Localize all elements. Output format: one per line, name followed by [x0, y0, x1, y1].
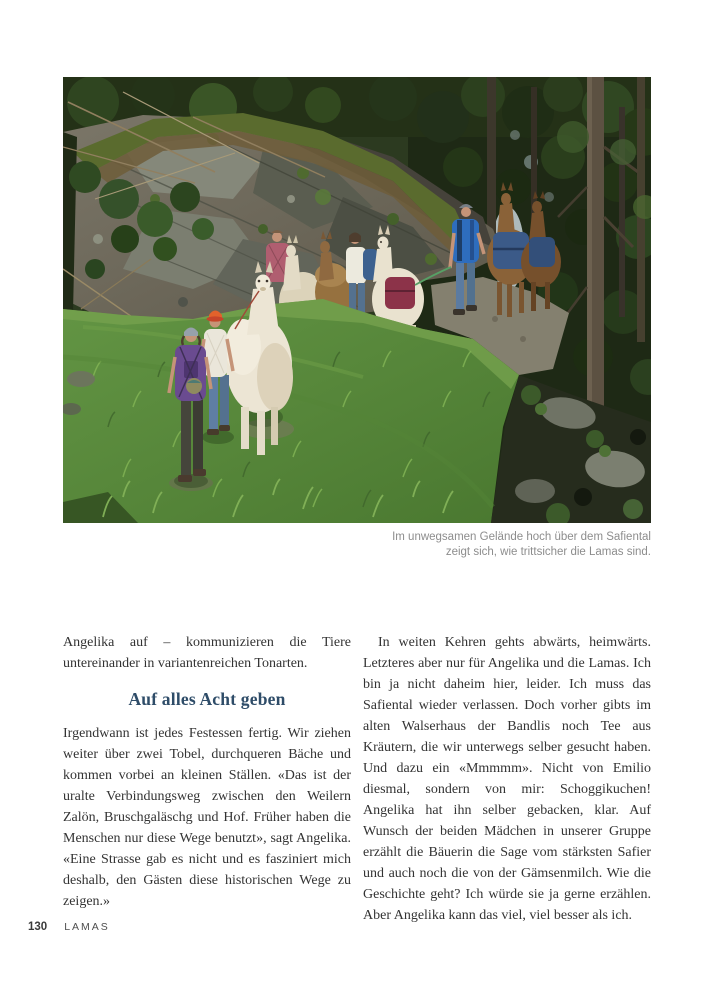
paragraph-continuation: Angelika auf – kommunizieren die Tiere untereinander in variantenreichen Tonarten. [63, 635, 351, 671]
trail-photo [63, 77, 651, 523]
maroon-saddlebag [385, 277, 415, 309]
right-column [363, 632, 651, 926]
book-title: LAMAS [64, 921, 110, 933]
paragraph: Irgendwann ist jedes Festessen fertig. Wir ziehen weiter über zwei Tobel, durchqueren Bäche und kommen vorbei an kleinen Ställen. «Das ist der uralte Verbindungsweg zwischen den Weilern Zalön, Bruschgaläschg und Hof. Früher haben die Menschen nur diese Wege benutzt», sagt Angelika. «Eine Strasse gab es nicht und es fasziniert mich deshalb, den Gästen diese historischen Wege zu zeigen.» [63, 726, 351, 909]
paragraph: In weiten Kehren gehts abwärts, heimwärts. Letzteres aber nur für Angelika und die Lamas. Ich bin ja nicht daheim hier, leider. Ich muss das Safiental wieder verlassen. Doch vorher gibts im alten Walserhaus der Bandlis noch Tee aus Kräutern, die wir unterwegs selber gesucht haben. Und dazu ein «Mmmmm». Nicht von Emilio diesmal, sondern von mir: Schoggikuchen! Angelika hat ihn selber gebacken, klar. Auf Wunsch der beiden Mädchen in unserer Gruppe erzählt die Bäuerin die Sage vom stärksten Safier und auch noch die von der Gämsenmilch. Wie die Geschichte geht? Ich würde sie ja gerne erzählen. Aber Angelika kann das viel, viel besser als ich. [363, 635, 651, 923]
left-column [63, 632, 351, 926]
page-footer [28, 921, 110, 933]
page-number: 130 [28, 921, 48, 933]
photo-caption: Im unwegsamen Gelände hoch über dem Safiental zeigt sich, wie trittsicher die Lamas sind. [392, 531, 651, 558]
body-text [63, 632, 651, 926]
section-heading: Auf alles Acht geben [128, 689, 286, 709]
trail-photo-art [63, 77, 651, 523]
